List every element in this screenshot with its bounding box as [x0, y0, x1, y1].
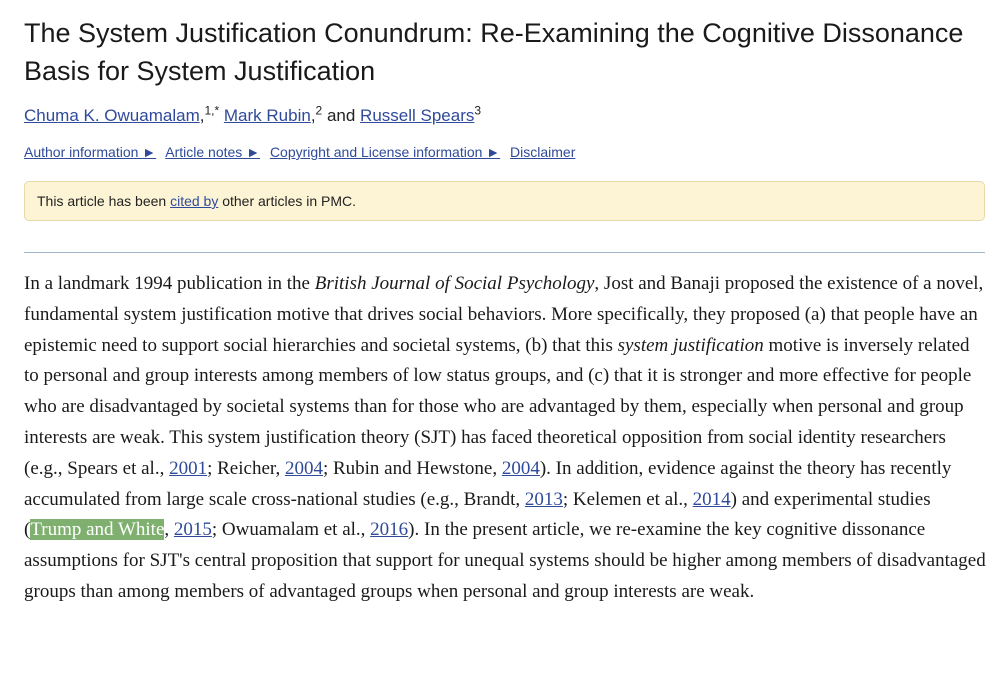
citation-link[interactable]: 2004	[284, 457, 323, 479]
citation-link[interactable]: 2014	[692, 488, 731, 510]
abstract-text: In a landmark 1994 publication in the	[24, 273, 315, 294]
author-affiliation: 3	[474, 103, 482, 118]
article-meta-links	[24, 143, 986, 161]
abstract-text: , Jost and Banaji proposed the existence of a novel, fundamental system justification motive that drives social behaviors. More specifically, they proposed (a) that people have an epistemic need to support social hierarchies and societal systems, (b) that this	[24, 273, 984, 356]
abstract-text: ; Kelemen et al.,	[562, 488, 693, 510]
section-divider	[24, 252, 985, 253]
notice-text: This article has been	[37, 193, 171, 209]
abstract-text: ; Rubin and Hewstone,	[322, 457, 502, 479]
author-separator: and	[322, 106, 361, 125]
abstract-text: ). In addition, evidence against the theory has recently accumulated from large scale cross-national studies (e.g., Brandt,	[24, 457, 952, 510]
author-separator: ,	[310, 106, 316, 125]
author-link[interactable]: Mark Rubin	[223, 106, 311, 125]
emphasized-term: system justification	[617, 334, 764, 356]
article-title: The System Justification Conundrum: Re-Examining the Cognitive Dissonance Basis for System Justification	[24, 18, 964, 86]
cited-by-notice	[24, 181, 985, 221]
abstract-paragraph	[24, 269, 986, 608]
author-information-link[interactable]: Author information ►	[24, 144, 157, 160]
highlighted-text[interactable]: Trump and White	[30, 519, 165, 541]
author-affiliation: 1,*	[204, 103, 220, 118]
abstract-text: ,	[164, 519, 174, 541]
citation-link[interactable]: 2016	[370, 519, 409, 541]
citation-link[interactable]: 2001	[169, 457, 208, 479]
article-notes-link[interactable]: Article notes ►	[165, 144, 261, 160]
disclaimer-link[interactable]: Disclaimer	[510, 144, 576, 160]
citation-link[interactable]: 2004	[501, 457, 540, 479]
author-link[interactable]: Chuma K. Owuamalam	[24, 106, 200, 125]
author-link[interactable]: Russell Spears	[360, 106, 475, 125]
citation-link[interactable]: 2015	[173, 519, 212, 541]
author-separator: ,	[199, 106, 205, 125]
abstract-text: motive is inversely related to personal and group interests among members of low status groups, and (c) that it is stronger and more effective for people who are disadvantaged by societal systems than for those who are advantaged by them, especially when personal and group interests are weak. This system justification theory (SJT) has faced theoretical opposition from social identity researchers (e.g., Spears et al.,	[24, 334, 972, 479]
copyright-license-link[interactable]: Copyright and License information ►	[269, 144, 501, 160]
author-affiliation: 2	[315, 103, 323, 118]
citation-link[interactable]: 2013	[524, 488, 563, 510]
notice-text: other articles in PMC.	[218, 193, 357, 209]
author-list	[24, 105, 986, 127]
abstract-text: ) and experimental studies (	[24, 488, 931, 541]
cited-by-link[interactable]: cited by	[170, 193, 219, 209]
abstract-text: ). In the present article, we re-examine the key cognitive dissonance assumptions for SJT's central proposition that support for unequal systems should be higher among members of disadvantaged groups than among members of advantaged groups when personal and group interests are weak.	[24, 519, 986, 602]
journal-name: British Journal of Social Psychology	[314, 273, 595, 294]
abstract-text: ; Owuamalam et al.,	[211, 519, 371, 541]
abstract-text: ; Reicher,	[207, 457, 285, 479]
article-header	[24, 0, 986, 627]
